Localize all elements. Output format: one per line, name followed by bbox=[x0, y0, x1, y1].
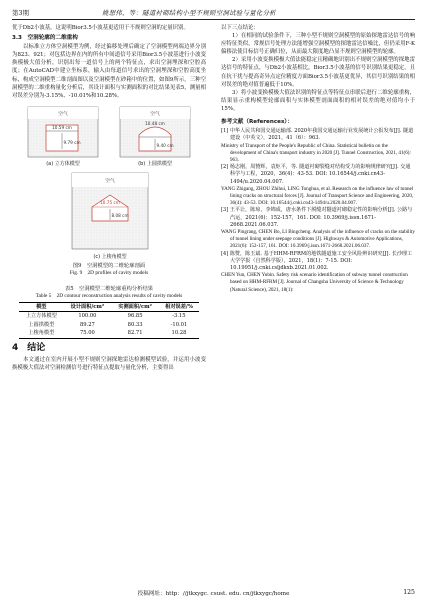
air-label: 空气 bbox=[150, 111, 160, 117]
table-row bbox=[19, 329, 199, 338]
reference-entry: [4] 陈赞，陈玉斌. 基于HHM-RFRM的地铁隧道施工安全风险辨识研究[J]. 长沙理工大学学报（自然科学版），2021，18(1)：7-15. DOI: 10.19951/j.cnki.csljdkxb.2021.01.002. bbox=[221, 250, 413, 271]
panel-b-label: (b) 上圆拱模型 bbox=[138, 160, 172, 167]
table-caption bbox=[12, 286, 206, 300]
table-cell: -10.01 bbox=[170, 321, 188, 328]
table-cell: 80.33 bbox=[127, 321, 143, 328]
reference-entry: Ministry of Transport of the People's Republic of China. Statistical bulletin on the development of China's transport industry in 2020 [J]. Tunnel Construction, 2021, 41(6): 963. bbox=[221, 142, 411, 163]
conclusion-item: 3）将小波变换模极大值法识别的特征点等特征点串联后进行二维轮廓重构，结果显示重构模型轮廓面积与实体模型剖面面积的相对误差的绝对值均小于15%。 bbox=[221, 89, 415, 112]
air-label: 空气 bbox=[105, 178, 115, 184]
figure-caption-en: Fig. 9 2D profiles of cavity models bbox=[69, 269, 149, 276]
figure-caption-cn: 图9 空洞模型的二维轮廓剖面 bbox=[72, 262, 146, 269]
conclusion-paragraph: 本文通过在室内开展小型不规则空洞探地雷达检测模型试验，并运用小波变换模极大值法对空洞检测信号进行特征点提取与量化分析，主要得出 bbox=[12, 356, 206, 372]
conclusion-item: 1）在相同的试验条件下，三种小型不规则空洞模型的原始探地雷达信号的响应特征类似，常规信号处理方法能增强空洞模型的探地雷达信噪比，但仍采用F-K偏移法使目标信号正确归位，从而最大限度地凸显不规则空洞模型的轮廓。 bbox=[221, 33, 415, 56]
width-dimension: 10.59 cm bbox=[52, 124, 72, 130]
reference-entry: [3] 王平让，陈琼，李锦成，唐水条件下脱缝对隧道衬砌稳定性的影响分析[J]. 公路与汽运，2021(6)：152-157，161. DOI: 10.3969/j.issn.1671-2668.2021.06.037. bbox=[221, 207, 413, 228]
table-cell: 100.00 bbox=[78, 313, 97, 320]
running-title: 姚想伟，等：隧道衬砌结构小型不规则空洞试验与量化分析 bbox=[102, 9, 276, 17]
table-cell: 96.85 bbox=[127, 313, 143, 320]
table-cell: 上立方体模型 bbox=[25, 313, 57, 320]
panel-c-label: (c) 上梭角模型 bbox=[93, 253, 127, 260]
width-dimension: 10.48 cm bbox=[145, 120, 165, 126]
table-cell: 上梭角模型 bbox=[28, 330, 55, 337]
panel-a-label: (a) 立方体模型 bbox=[46, 160, 80, 167]
height-dimension: 9.79 cm bbox=[63, 139, 81, 145]
issue-number: 第3期 bbox=[12, 9, 29, 17]
reference-entry: CHEN Yun, CHEN Yubin. Safety risk scenario identification of subway tunnel construction based on HHM-RFRM [J]. Journal of Changsha University of Science & Technology (Natural Science), 2021, 18(1): bbox=[221, 272, 408, 293]
table-cell: 82.71 bbox=[127, 330, 143, 337]
page-footer bbox=[12, 589, 415, 599]
width-dimension: 10.75 cm bbox=[100, 199, 120, 205]
submission-website: 投稿网址：http：//jtkxygc. csust. edu. cn/jtkxygc/home bbox=[137, 591, 290, 597]
right-column bbox=[221, 24, 415, 294]
page-header bbox=[12, 6, 415, 20]
intro-paragraph: 优于Db2小波基，这说明Bior3.5小波基更适用于不规则空洞的定量识别。 bbox=[12, 25, 189, 31]
reference-entry: WANG Pingrang, CHEN Bo, LI Bingcheng. Analysis of the influence of cracks on the stability of tunnel lining under seepage conditions [J]. Highways & Automotive Applications, 2021(6): 152-157, 161. DOI: 10.3969/j.issn.1671-2668.2021.06.037. bbox=[221, 228, 415, 250]
column-header: 模型 bbox=[36, 303, 47, 310]
panel-b bbox=[120, 107, 190, 167]
panel-c bbox=[72, 173, 148, 260]
section-heading: 4 结论 bbox=[12, 342, 46, 353]
table-caption-en: Table 5 2D contour reconstruction analysis results of cavity models bbox=[35, 292, 183, 299]
table-cell: 上圆拱模型 bbox=[28, 321, 55, 328]
reference-entry: [1] 中华人民共和国交通运输部. 2020年我国交通运输行业发展统计公报发布[J]. 隧道建设（中英文），2021，41（6）：963. bbox=[221, 128, 414, 142]
table-5 bbox=[19, 302, 199, 339]
height-dimension: 9.40 cm bbox=[156, 142, 174, 148]
table-header-row bbox=[19, 302, 199, 312]
figure-9-graphic bbox=[12, 103, 206, 263]
page-number: 125 bbox=[403, 589, 415, 596]
table-cell: 89.27 bbox=[79, 321, 95, 328]
table-cell: 10.28 bbox=[171, 330, 187, 337]
table-cell: 75.00 bbox=[79, 330, 95, 337]
left-column bbox=[12, 24, 206, 372]
body-paragraph: 以标准立方体空洞模型为例，经过偏移处理后确定了空洞模型两端边界分别为823、921；对包括边界在内的所有中间道信号采用Bior3.5小波基进行小波变换模极大值分析，识别出每一道信号上的两个特征点，求出空洞埋深和空腔高度；在AutoCAD中建立坐标系，输入由每道信号求出的空洞埋深和空腔高度坐标，构成空洞模型二维剖面图以及空洞模型在砂箱中的位置，如图9所示。三种空洞模型的二维重构量化分析后，其设计面积与实测面积的对比结果见表5，测量相对误差分别为-3.15%、-10.01%和10.28%。 bbox=[12, 44, 206, 99]
column-header: 实测面积/cm² bbox=[118, 303, 152, 310]
subsection-heading: 3.3 空洞轮廓的二维重构 bbox=[12, 35, 78, 42]
conclusion-item: 2）采用小波变换模极大值法能稳定且精确地识别出不规则空洞模型的探地雷达信号的特征点，与Db2小波基相比，Bior3.5小波基的信号识别结果更稳定，且在抗干扰与提高奇异点定位精度方面Bior3.5小波基更优异，其信号识别结果的相对误差的绝对值普遍低于10%。 bbox=[221, 57, 415, 88]
figure-9 bbox=[12, 103, 206, 283]
height-dimension: 8.08 cm bbox=[111, 212, 129, 218]
column-header: 相对误差/% bbox=[165, 303, 193, 310]
table-row bbox=[19, 312, 199, 321]
figure-caption bbox=[12, 263, 206, 277]
air-label: 空气 bbox=[58, 111, 68, 117]
column-header: 设计面积/cm² bbox=[70, 303, 105, 310]
table-row bbox=[19, 321, 199, 330]
references-heading: 参考文献（References）： bbox=[221, 119, 293, 126]
table-caption-cn: 表5 空洞模型二维轮廓重构分析结果 bbox=[64, 285, 154, 292]
lead-paragraph: 以下三点结论： bbox=[221, 25, 259, 31]
reference-entry: [2] 杨志刚，周贊辉，袁炬平，等. 隧道衬砌裂缝对结构受力的影响规律研究[J]. 交通科学与工程，2020，36(4)：43-53. DOI: 10.16544/j.cnki.cn43-1494/u.2020.04.007. bbox=[221, 164, 411, 185]
panel-a bbox=[28, 107, 98, 167]
reference-entry: YANG Zhigang, ZHOU Zhihui, LING Tonghua, et al. Research on the influence law of tunnel lining cracks on structural forces [J]. Journal of Transport Science and Engineering, 2020, 36(4): 43-53. DOI: 10.16544/j.cnki.cn43-1494/u.2020.04.007. bbox=[221, 185, 414, 207]
header-rule bbox=[12, 19, 415, 20]
table-cell: -3.15 bbox=[172, 313, 186, 320]
